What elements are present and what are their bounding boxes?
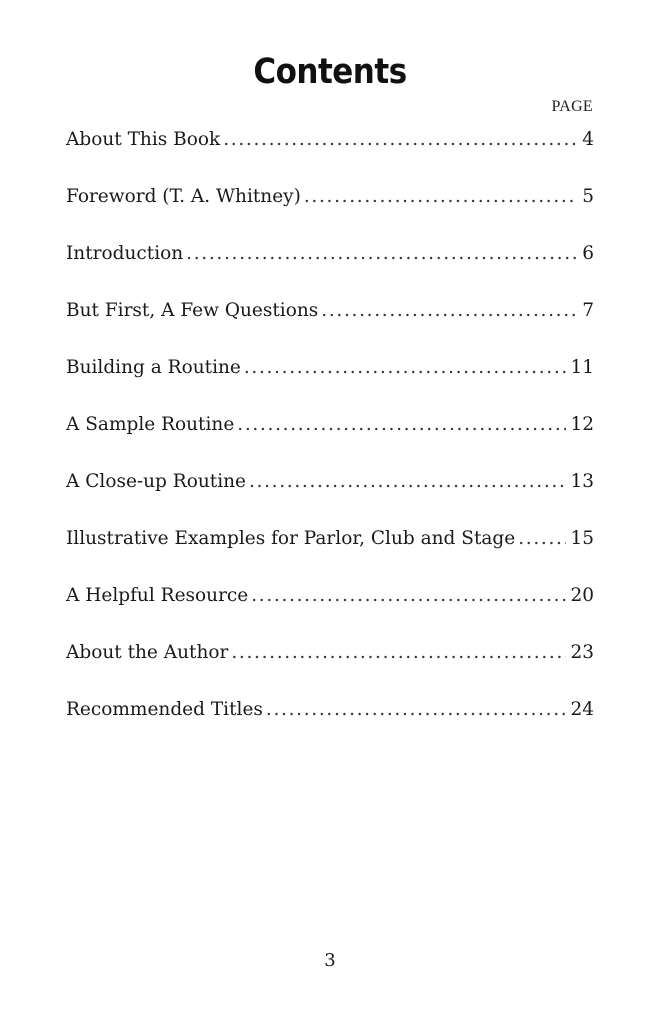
toc-entry-title: About the Author	[66, 642, 229, 663]
dot-leader	[231, 641, 566, 665]
toc-entry	[66, 698, 594, 755]
dot-leader	[186, 242, 576, 266]
toc-entry-page: 13	[570, 471, 594, 492]
toc-entry	[66, 356, 594, 413]
toc-entry	[66, 299, 594, 356]
page-title: Contents	[253, 51, 407, 93]
toc-entry-title: A Close-up Routine	[66, 471, 246, 492]
dot-leader	[223, 128, 576, 152]
toc-entry-title: A Sample Routine	[66, 414, 235, 435]
toc-entry	[66, 413, 594, 470]
dot-leader	[321, 299, 576, 323]
toc-entry	[66, 470, 594, 527]
toc-entry	[66, 128, 594, 185]
dot-leader	[249, 470, 566, 494]
dot-leader	[251, 584, 566, 608]
toc-entry-title: But First, A Few Questions	[66, 300, 319, 321]
toc-entry-page: 15	[570, 528, 594, 549]
toc-entry-page: 7	[582, 300, 594, 321]
dot-leader	[304, 185, 576, 209]
toc-entry-title: Building a Routine	[66, 357, 241, 378]
toc-entry	[66, 185, 594, 242]
dot-leader	[237, 413, 566, 437]
toc-entry-title: About This Book	[66, 129, 221, 150]
toc-entry	[66, 641, 594, 698]
toc-entry	[66, 527, 594, 584]
toc-entry-page: 5	[582, 186, 594, 207]
toc-entry-page: 6	[582, 243, 594, 264]
toc-entry-title: Recommended Titles	[66, 699, 263, 720]
toc-entry	[66, 242, 594, 299]
toc-entry-page: 23	[570, 642, 594, 663]
toc-entry-title: Introduction	[66, 243, 184, 264]
page-column-label: PAGE	[551, 98, 593, 115]
table-of-contents	[66, 128, 594, 755]
toc-entry-page: 20	[570, 585, 594, 606]
dot-leader	[244, 356, 567, 380]
toc-entry-page: 24	[570, 699, 594, 720]
dot-leader	[266, 698, 567, 722]
dot-leader	[518, 527, 566, 551]
toc-entry-title: A Helpful Resource	[66, 585, 249, 606]
toc-entry-page: 12	[570, 414, 594, 435]
toc-entry-page: 4	[582, 129, 594, 150]
toc-entry	[66, 584, 594, 641]
page-number: 3	[324, 950, 336, 971]
toc-entry-page: 11	[570, 357, 594, 378]
toc-entry-title: Foreword (T. A. Whitney)	[66, 186, 301, 207]
toc-entry-title: Illustrative Examples for Parlor, Club and Stage	[66, 528, 516, 549]
